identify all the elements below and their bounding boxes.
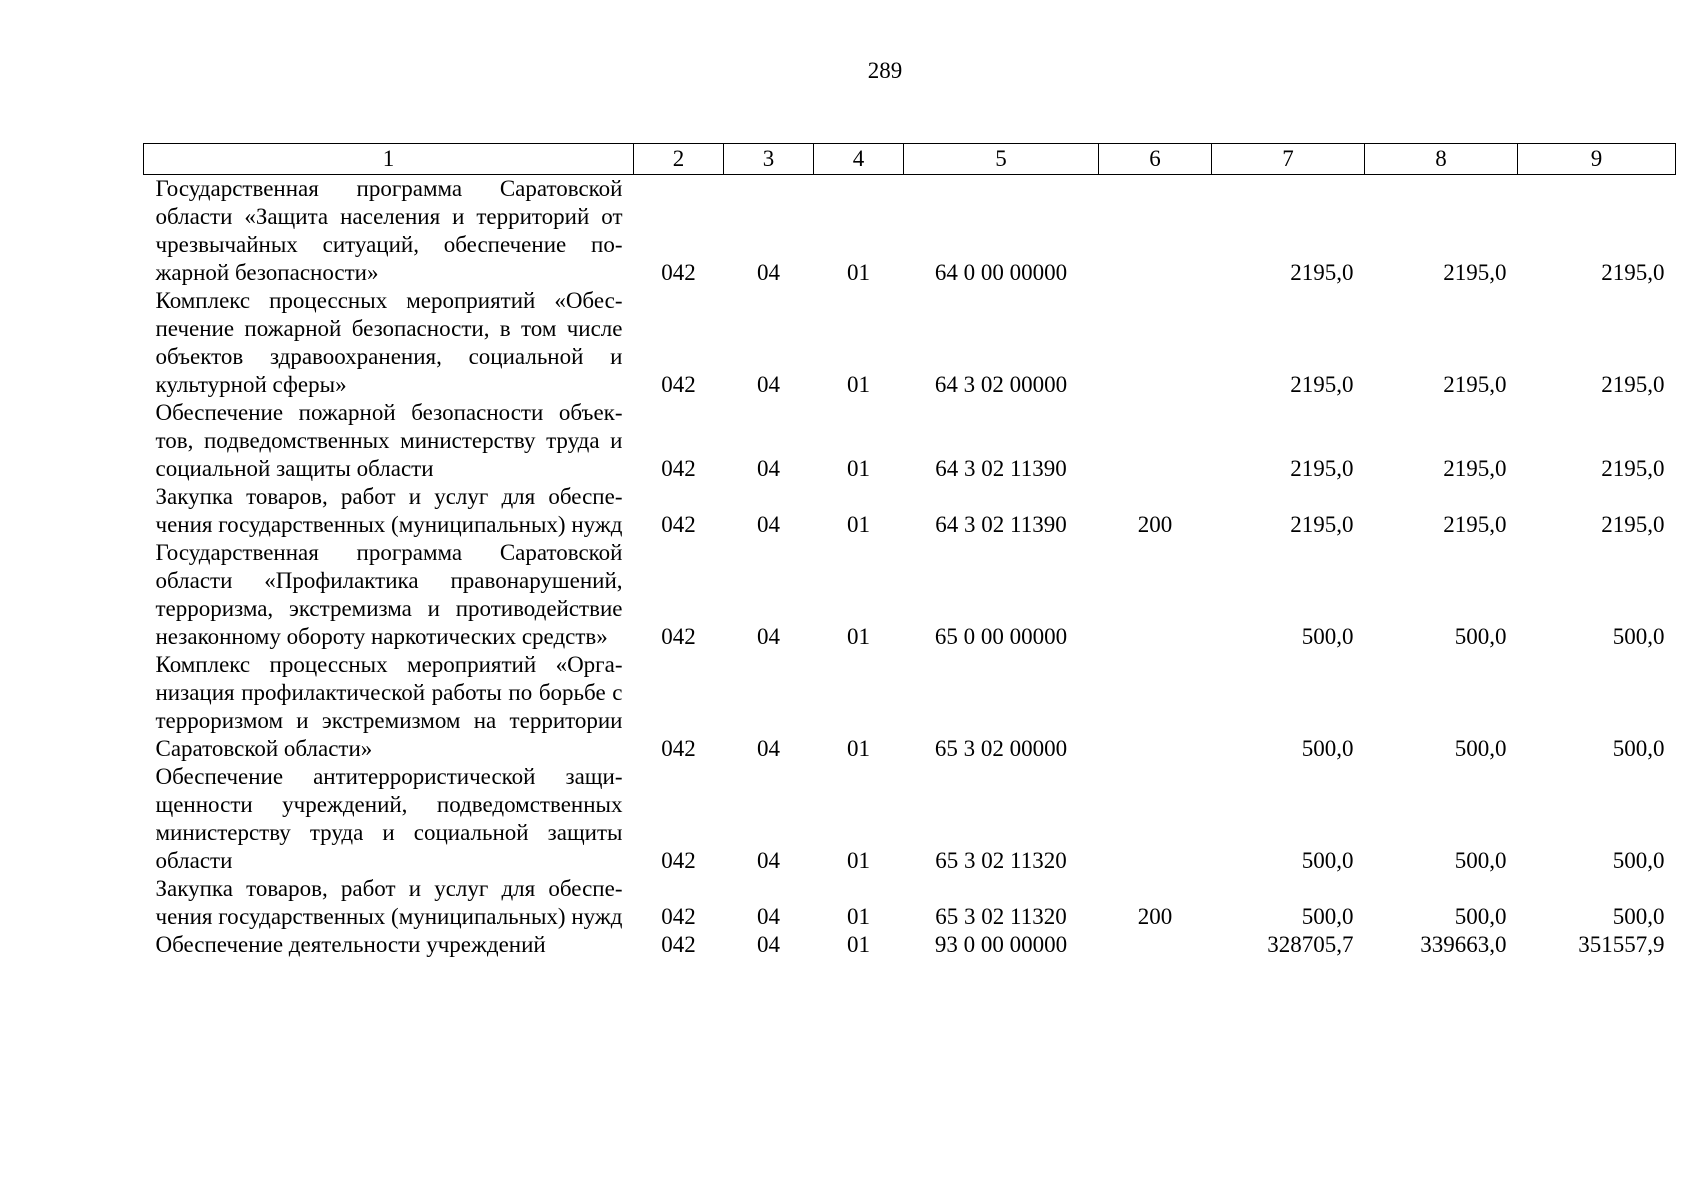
row-col-9: 500,0 — [1612, 848, 1665, 873]
row-col-3: 04 — [757, 512, 780, 537]
row-col-7: 2195,0 — [1290, 372, 1354, 397]
row-col-4: 01 — [847, 736, 870, 761]
row-col-2: 042 — [661, 624, 696, 649]
row-col-2: 042 — [661, 512, 696, 537]
row-name: Государственная программа Саратовской области «Профилактика правонарушений, терроризма, экстремизма и противодействие незаконному обороту наркотических средств» — [155, 540, 623, 649]
header-row — [144, 144, 1676, 175]
row-col-9: 351557,9 — [1578, 932, 1665, 957]
row-col-2: 042 — [661, 456, 696, 481]
row-col-3: 04 — [757, 456, 780, 481]
row-col-6 — [1099, 287, 1212, 399]
row-col-5: 65 3 02 00000 — [934, 736, 1068, 761]
row-col-2: 042 — [661, 848, 696, 873]
row-col-4: 01 — [847, 624, 870, 649]
row-col-4: 01 — [847, 260, 870, 285]
row-col-5: 64 0 00 00000 — [934, 260, 1068, 285]
header-col-7: 7 — [1212, 144, 1365, 175]
row-col-4: 01 — [847, 848, 870, 873]
row-col-5: 65 3 02 11320 — [935, 848, 1067, 873]
row-col-4: 01 — [847, 372, 870, 397]
row-col-5: 64 3 02 00000 — [934, 372, 1068, 397]
row-col-8: 500,0 — [1454, 848, 1507, 873]
row-col-8: 500,0 — [1454, 624, 1507, 649]
row-col-4: 01 — [847, 904, 870, 929]
row-col-4: 01 — [847, 512, 870, 537]
table-row — [144, 763, 1676, 875]
row-col-3: 04 — [757, 736, 780, 761]
row-name: Обеспечение пожарной безопасности объектов, подведомственных министерству труда и социальной защиты области — [155, 400, 623, 481]
row-col-7: 500,0 — [1301, 736, 1354, 761]
header-col-1: 1 — [144, 144, 634, 175]
row-col-5: 93 0 00 00000 — [934, 932, 1068, 957]
table-row — [144, 931, 1676, 959]
row-col-9: 500,0 — [1612, 624, 1665, 649]
row-col-6 — [1099, 175, 1212, 288]
row-col-2: 042 — [661, 932, 696, 957]
row-col-7: 2195,0 — [1290, 456, 1354, 481]
row-col-2: 042 — [661, 904, 696, 929]
row-col-9: 2195,0 — [1601, 512, 1665, 537]
row-col-3: 04 — [757, 624, 780, 649]
row-col-7: 2195,0 — [1290, 512, 1354, 537]
table-row — [144, 651, 1676, 763]
row-col-9: 500,0 — [1612, 736, 1665, 761]
row-col-7: 2195,0 — [1290, 260, 1354, 285]
row-col-6 — [1099, 763, 1212, 875]
row-col-2: 042 — [661, 736, 696, 761]
table-row — [144, 175, 1676, 288]
row-col-4: 01 — [847, 932, 870, 957]
row-col-5: 65 0 00 00000 — [934, 624, 1068, 649]
row-col-6: 200 — [1137, 512, 1173, 537]
table-row — [144, 539, 1676, 651]
row-col-9: 2195,0 — [1601, 372, 1665, 397]
budget-table — [143, 143, 1676, 959]
header-col-3: 3 — [724, 144, 814, 175]
row-col-3: 04 — [757, 904, 780, 929]
row-col-9: 500,0 — [1612, 904, 1665, 929]
row-col-5: 65 3 02 11320 — [935, 904, 1067, 929]
row-col-7: 328705,7 — [1267, 932, 1354, 957]
row-col-8: 500,0 — [1454, 904, 1507, 929]
row-col-2: 042 — [661, 260, 696, 285]
row-col-3: 04 — [757, 372, 780, 397]
row-col-3: 04 — [757, 260, 780, 285]
row-name: Комплекс процессных мероприятий «Организация профилактической работы по борьбе с терроризмом и экстремизмом на территории Саратовской области» — [155, 652, 623, 761]
row-col-7: 500,0 — [1301, 848, 1354, 873]
row-col-9: 2195,0 — [1601, 260, 1665, 285]
row-col-6 — [1099, 399, 1212, 483]
row-col-7: 500,0 — [1301, 624, 1354, 649]
row-name: Закупка товаров, работ и услуг для обеспечения государственных (муниципальных) нужд — [155, 876, 623, 929]
row-col-6 — [1099, 651, 1212, 763]
table-header — [144, 144, 1676, 175]
row-col-5: 64 3 02 11390 — [935, 512, 1067, 537]
table-body — [144, 175, 1676, 960]
row-col-6 — [1099, 539, 1212, 651]
row-name: Комплекс процессных мероприятий «Обеспечение пожарной безопасности, в том числе объектов здравоохранения, социальной и культурной сферы» — [155, 288, 623, 397]
header-col-8: 8 — [1365, 144, 1518, 175]
row-col-2: 042 — [661, 372, 696, 397]
row-name: Закупка товаров, работ и услуг для обеспечения государственных (муниципальных) нужд — [155, 484, 623, 537]
row-col-8: 2195,0 — [1443, 372, 1507, 397]
header-col-2: 2 — [634, 144, 724, 175]
row-col-9: 2195,0 — [1601, 456, 1665, 481]
table-row — [144, 399, 1676, 483]
table-row — [144, 875, 1676, 931]
row-col-4: 01 — [847, 456, 870, 481]
row-col-8: 2195,0 — [1443, 456, 1507, 481]
row-col-3: 04 — [757, 848, 780, 873]
row-name: Государственная программа Саратовской области «Защита населения и территорий от чрезвычайных ситуаций, обеспечение пожарной безопасности» — [155, 176, 623, 285]
header-col-9: 9 — [1518, 144, 1676, 175]
row-name: Обеспечение антитеррористической защищенности учреждений, подведомственных министерству труда и социальной защиты области — [155, 764, 623, 873]
row-col-5: 64 3 02 11390 — [935, 456, 1067, 481]
header-col-6: 6 — [1099, 144, 1212, 175]
table-row — [144, 287, 1676, 399]
row-name: Обеспечение деятельности учреждений — [155, 932, 546, 957]
page-number: 289 — [867, 58, 903, 83]
row-col-8: 2195,0 — [1443, 512, 1507, 537]
row-col-6 — [1099, 931, 1212, 959]
row-col-6: 200 — [1137, 904, 1173, 929]
row-col-8: 339663,0 — [1420, 932, 1507, 957]
header-col-5: 5 — [904, 144, 1099, 175]
header-col-4: 4 — [814, 144, 904, 175]
row-col-8: 500,0 — [1454, 736, 1507, 761]
table-row — [144, 483, 1676, 539]
row-col-3: 04 — [757, 932, 780, 957]
row-col-8: 2195,0 — [1443, 260, 1507, 285]
row-col-7: 500,0 — [1301, 904, 1354, 929]
